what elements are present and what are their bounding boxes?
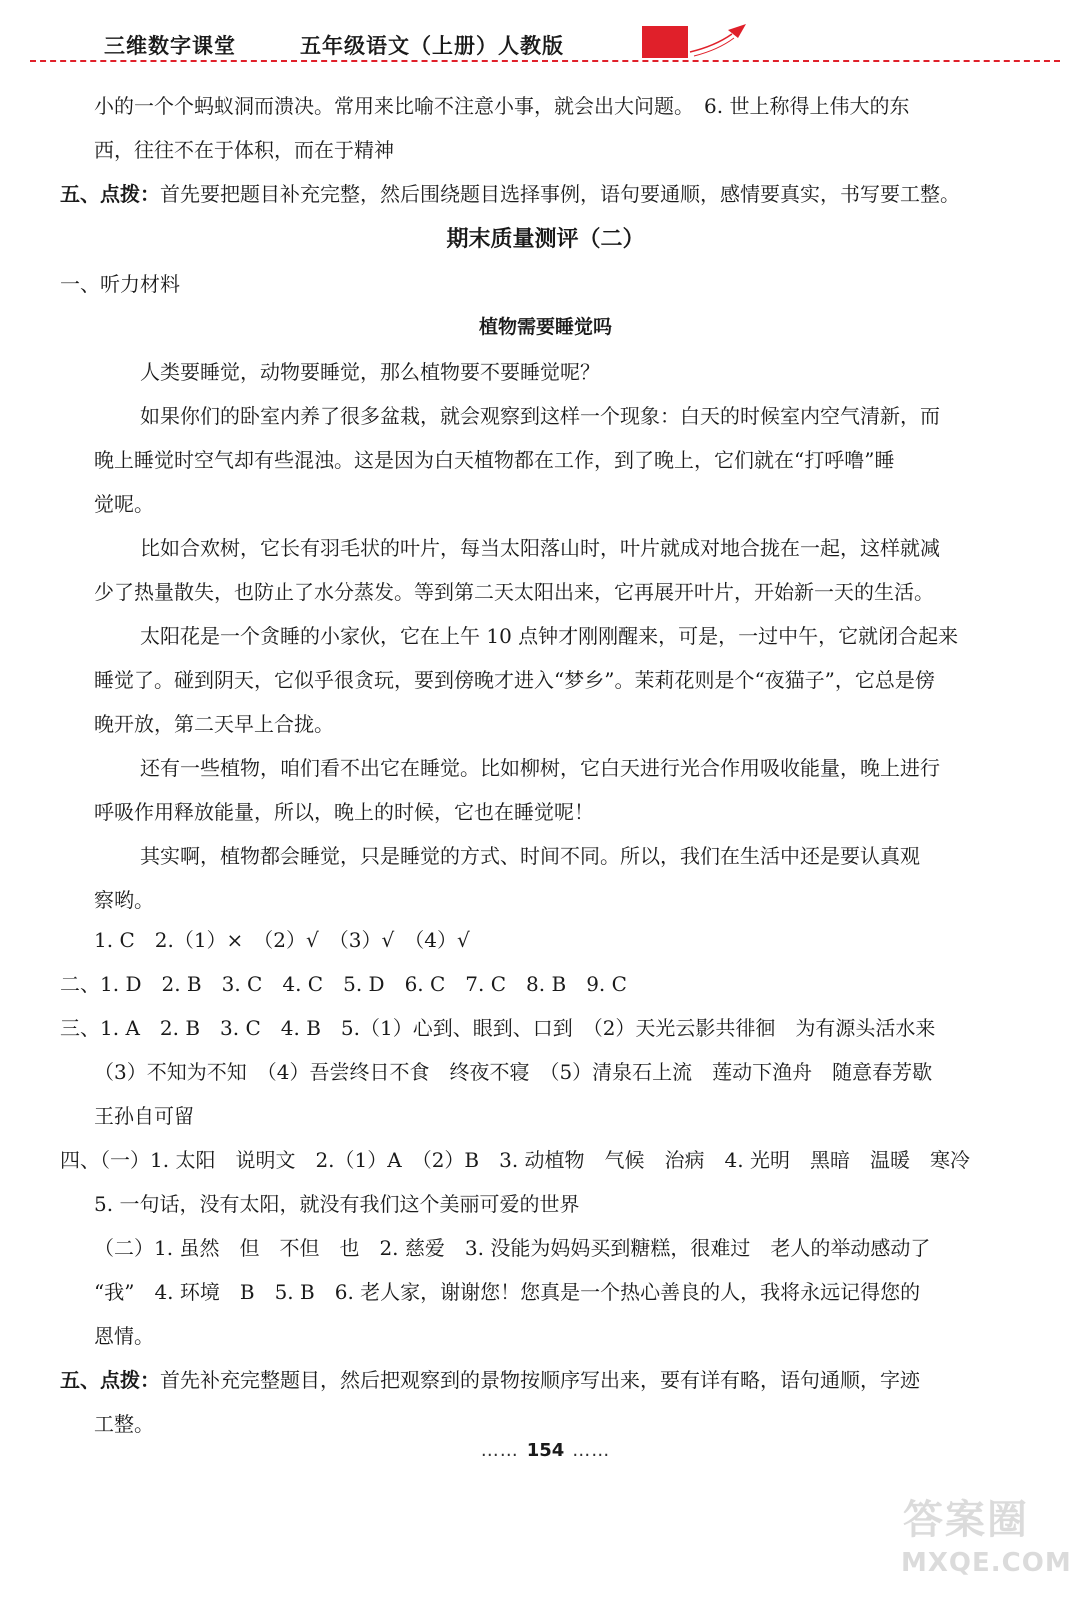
- answer-text: 首先补充完整题目，然后把观察到的景物按顺序写出来，要有详有略，语句通顺，字迹: [160, 1368, 920, 1392]
- passage-line: 晚上睡觉时空气却有些混浊。这是因为白天植物都在工作，到了晚上，它们就在“打呼噜”睡: [94, 448, 895, 472]
- passage-title: 植物需要睡觉吗: [478, 316, 612, 338]
- passage-line: 睡觉了。碰到阴天，它似乎很贪玩，要到傍晚才进入“梦乡”。茉莉花则是个“夜猫子”，它总是傍: [94, 668, 935, 692]
- answer-line: 恩情。: [94, 1324, 154, 1348]
- passage-line: 觉呢。: [94, 492, 154, 516]
- header-series-title: 三维数字课堂: [104, 34, 236, 58]
- page-header: [0, 0, 1091, 70]
- passage-line: 晚开放，第二天早上合拢。: [94, 712, 334, 736]
- passage-line: 察哟。: [94, 888, 154, 912]
- answer-line: [60, 1364, 920, 1393]
- answer-line: [60, 178, 960, 207]
- answer-label: 五、点拨：: [60, 1368, 160, 1392]
- answer-line: “我” 4. 环境 B 5. B 6. 老人家，谢谢您！您真是一个热心善良的人，我将永远记得您的: [94, 1280, 921, 1304]
- answer-line: 四、（一）1. 太阳 说明文 2.（1）A （2）B 3. 动植物 气候 治病 4. 光明 黑暗 温暖 寒冷: [60, 1148, 970, 1172]
- answer-text: 首先要把题目补充完整，然后围绕题目选择事例，语句要通顺，感情要真实，书写要工整。: [160, 182, 960, 206]
- passage-line: 少了热量散失，也防止了水分蒸发。等到第二天太阳出来，它再展开叶片，开始新一天的生活。: [94, 580, 934, 604]
- answer-line: 王孙自可留: [94, 1104, 194, 1128]
- text-line: 小的一个个蚂蚁洞而溃决。常用来比喻不注意小事，就会出大问题。 6. 世上称得上伟大的东: [94, 94, 910, 118]
- passage-line: 呼吸作用释放能量，所以，晚上的时候，它也在睡觉呢！: [94, 800, 594, 824]
- page-number: [0, 1440, 1091, 1461]
- watermark-logo: [895, 1488, 1075, 1598]
- passage-line: 太阳花是一个贪睡的小家伙，它在上午 10 点钟才刚刚醒来，可是，一过中午，它就闭合起来: [140, 624, 959, 648]
- section-title: 期末质量测评（二）: [446, 227, 645, 252]
- answer-line: （二）1. 虽然 但 不但 也 2. 慈爱 3. 没能为妈妈买到糖糕，很难过 老人的举动感动了: [94, 1236, 931, 1260]
- passage-line: 人类要睡觉，动物要睡觉，那么植物要不要睡觉呢？: [140, 360, 600, 384]
- passage-line: 比如合欢树，它长有羽毛状的叶片，每当太阳落山时，叶片就成对地合拢在一起，这样就减: [140, 536, 940, 560]
- text-line: 西，往往不在于体积，而在于精神: [94, 138, 394, 162]
- page-dots-right: ……: [572, 1440, 611, 1461]
- page-dots-left: ……: [480, 1440, 519, 1461]
- answer-line: （3）不知为不知 （4）吾尝终日不食 终夜不寝 （5）清泉石上流 莲动下渔舟 随意春芳歇: [94, 1060, 933, 1084]
- answer-line: 5. 一句话，没有太阳，就没有我们这个美丽可爱的世界: [94, 1192, 580, 1216]
- watermark-url: MXQE.COM: [901, 1548, 1072, 1578]
- passage-line: 还有一些植物，咱们看不出它在睡觉。比如柳树，它白天进行光合作用吸收能量，晚上进行: [140, 756, 940, 780]
- header-book-title: 五年级语文（上册）人教版: [300, 34, 564, 58]
- watermark-text: 答案圈: [903, 1497, 1029, 1543]
- rocket-logo-icon: [640, 22, 750, 60]
- header-divider: [30, 60, 1060, 62]
- answer-line: 工整。: [94, 1412, 154, 1436]
- answer-line: 1. C 2.（1）× （2）√ （3）√ （4）√: [94, 928, 470, 952]
- section-heading: 一、听力材料: [60, 272, 180, 296]
- answer-line: 二、1. D 2. B 3. C 4. C 5. D 6. C 7. C 8. B 9. C: [60, 972, 627, 996]
- answer-label: 五、点拨：: [60, 182, 160, 206]
- page-number-value: 154: [526, 1440, 565, 1461]
- passage-line: 如果你们的卧室内养了很多盆栽，就会观察到这样一个现象：白天的时候室内空气清新，而: [140, 404, 940, 428]
- answer-line: 三、1. A 2. B 3. C 4. B 5.（1）心到、眼到、口到 （2）天光云影共徘徊 为有源头活水来: [60, 1016, 936, 1040]
- passage-line: 其实啊，植物都会睡觉，只是睡觉的方式、时间不同。所以，我们在生活中还是要认真观: [140, 844, 920, 868]
